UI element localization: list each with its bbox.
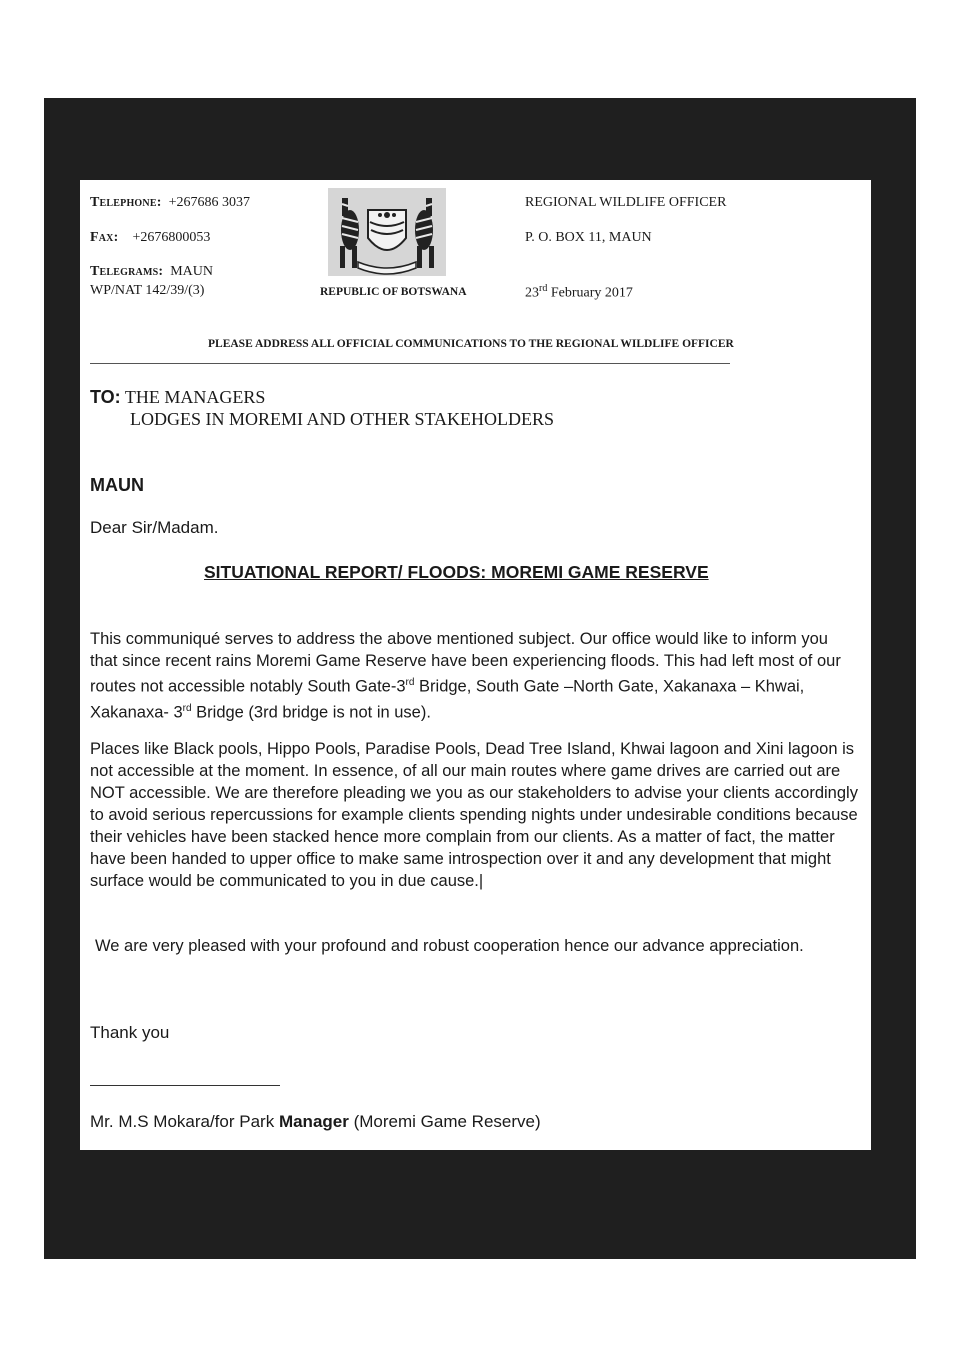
- body-paragraph-3: We are very pleased with your profound and robust cooperation hence our advance appreciation.: [95, 937, 804, 955]
- recipient-city: MAUN: [90, 475, 144, 495]
- signatory: Mr. M.S Mokara/for Park Manager (Moremi Game Reserve): [90, 1112, 541, 1131]
- signature-line: [90, 1085, 280, 1086]
- crest-caption: REPUBLIC OF BOTSWANA: [320, 286, 467, 298]
- po-box: P. O. BOX 11, MAUN: [525, 230, 652, 245]
- subject-heading: SITUATIONAL REPORT/ FLOODS: MOREMI GAME RESERVE: [204, 562, 709, 582]
- letter-date: 23rd February 2017: [525, 283, 633, 301]
- recipient-block: [90, 386, 554, 430]
- salutation: Dear Sir/Madam.: [90, 518, 219, 537]
- recipient-line-1: THE MANAGERS: [124, 387, 266, 407]
- to-label: TO:: [90, 387, 121, 407]
- address-notice: PLEASE ADDRESS ALL OFFICIAL COMMUNICATIONS TO THE REGIONAL WILDLIFE OFFICER: [208, 338, 734, 350]
- body-paragraph-2: Places like Black pools, Hippo Pools, Paradise Pools, Dead Tree Island, Khwai lagoon and Xini lagoon is not accessible at the moment. In essence, of all our main routes where game drives are carried out are NOT accessible. We are therefore pleading we you as our stakeholders to advise your clients accordingly to avoid serious repercussions for example clients spending nights under undesirable conditions because their vehicles have been stacked hence more complain from our clients. As a matter of fact, the matter have been handed to upper office to make same introspection over it and any development that might surface would be communicated to you in due cause.|: [90, 740, 858, 890]
- fax-line: Fax: +2676800053: [90, 230, 211, 245]
- header-divider: [90, 363, 730, 364]
- coat-of-arms-icon: [328, 188, 446, 276]
- office-title: REGIONAL WILDLIFE OFFICER: [525, 195, 727, 210]
- recipient-line-2: LODGES IN MOREMI AND OTHER STAKEHOLDERS: [130, 409, 555, 429]
- letter-page: [80, 180, 871, 1150]
- telephone-line: Telephone: +267686 3037: [90, 195, 250, 210]
- reference-number: WP/NAT 142/39/(3): [90, 283, 205, 298]
- telegrams-line: Telegrams: MAUN: [90, 264, 214, 279]
- body-paragraph-1: This communiqué serves to address the above mentioned subject. Our office would like to inform you that since recent rains Moremi Game Reserve have been experiencing floods. This had left most of our routes not accessible notably South Gate-3rd Bridge, South Gate –North Gate, Xakanaxa – Khwai, Xakanaxa- 3rd Bridge (3rd bridge is not in use).: [90, 630, 841, 721]
- closing: Thank you: [90, 1023, 170, 1042]
